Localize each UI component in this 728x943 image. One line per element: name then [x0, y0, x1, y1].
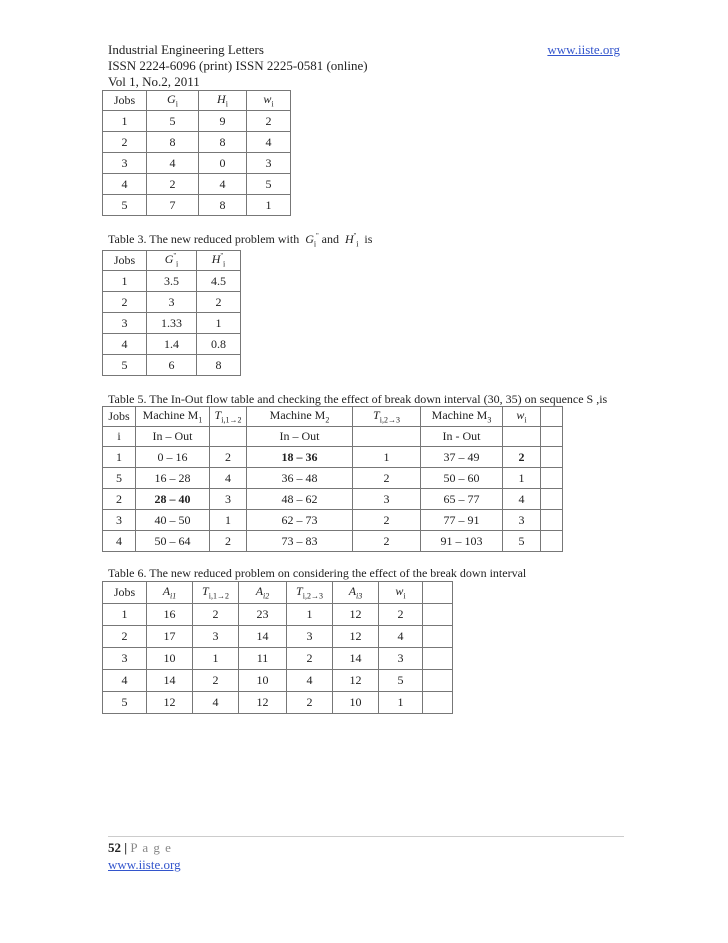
table-cell: 14	[147, 670, 193, 692]
col-header-w: $w_i$	[247, 91, 291, 111]
col-sub-inout-2: In – Out	[247, 427, 353, 447]
table-row	[103, 153, 291, 174]
table-cell: 1	[103, 271, 147, 292]
table-cell: 8	[147, 132, 199, 153]
table-cell: 3	[247, 153, 291, 174]
table-cell: 10	[239, 670, 287, 692]
table-cell: 1	[503, 468, 541, 489]
table-row	[103, 648, 453, 670]
table-cell: 28 – 40	[136, 489, 210, 510]
col-header-jobs: Jobs	[103, 582, 147, 604]
table-cell: 0	[199, 153, 247, 174]
table-cell: 3	[503, 510, 541, 531]
table-row	[103, 626, 453, 648]
table-cell: 1	[103, 447, 136, 468]
col-header-t12: $T_{i,1\to 2}$	[193, 582, 239, 604]
col-sub-i: i	[103, 427, 136, 447]
page-number: 52 | P a g e	[108, 840, 172, 855]
table-cell: 0 – 16	[136, 447, 210, 468]
col-header-a1: $A_{i1}$	[147, 582, 193, 604]
table-cell: 1	[210, 510, 247, 531]
table-row	[103, 111, 291, 132]
table-cell: 2	[197, 292, 241, 313]
table-cell: 3	[193, 626, 239, 648]
table-cell: 50 – 60	[421, 468, 503, 489]
table-cell: 12	[333, 670, 379, 692]
table-cell: 10	[147, 648, 193, 670]
running-header	[108, 42, 368, 90]
table-cell: 12	[333, 604, 379, 626]
table-cell: 2	[103, 626, 147, 648]
col-header-jobs: Jobs	[103, 407, 136, 427]
table-row	[103, 670, 453, 692]
table-cell: 2	[247, 111, 291, 132]
table-row	[103, 334, 241, 355]
col-header-t23: $T_{i,2\to 3}$	[287, 582, 333, 604]
col-header-m1: Machine $M_1$	[136, 407, 210, 427]
table-cell: 2	[287, 692, 333, 714]
table-cell: 5	[247, 174, 291, 195]
table-row	[103, 355, 241, 376]
table-cell: 16 – 28	[136, 468, 210, 489]
table-cell: 3	[147, 292, 197, 313]
table-subheader-row	[103, 427, 563, 447]
col-sub-inout-1: In – Out	[136, 427, 210, 447]
table-cell: 3	[103, 313, 147, 334]
table-6-caption: Table 6. The new reduced problem on considering the effect of the break down interval	[108, 566, 527, 580]
table-cell: 40 – 50	[136, 510, 210, 531]
col-header-spare	[541, 407, 563, 427]
footer-url[interactable]: www.iiste.org	[108, 857, 181, 872]
table-cell: 62 – 73	[247, 510, 353, 531]
col-header-spare	[423, 582, 453, 604]
table-cell: 48 – 62	[247, 489, 353, 510]
table-row	[103, 195, 291, 216]
table-cell: 2	[147, 174, 199, 195]
table-header-row	[103, 582, 453, 604]
table-cell: 16	[147, 604, 193, 626]
table-cell: 5	[379, 670, 423, 692]
col-header-m3: Machine $M_3$	[421, 407, 503, 427]
table-cell: 12	[239, 692, 287, 714]
col-header-w: $w_i$	[503, 407, 541, 427]
table-cell: 37 – 49	[421, 447, 503, 468]
table-cell: 0.8	[197, 334, 241, 355]
issn-line: ISSN 2224-6096 (print) ISSN 2225-0581 (online)	[108, 58, 368, 73]
table-cell: 91 – 103	[421, 531, 503, 552]
table-row	[103, 447, 563, 468]
table-cell: 5	[103, 195, 147, 216]
table-cell: 4	[379, 626, 423, 648]
table-cell: 2	[287, 648, 333, 670]
table-cell: 4	[210, 468, 247, 489]
table-cell: 17	[147, 626, 193, 648]
table-cell: 1	[247, 195, 291, 216]
table-row	[103, 271, 241, 292]
table-cell: 23	[239, 604, 287, 626]
table-cell: 2	[379, 604, 423, 626]
table-3-caption: Table 3. The new reduced problem with $G_i''$ and $H''_i$ is	[108, 232, 373, 249]
table-cell: 36 – 48	[247, 468, 353, 489]
table-cell: 8	[199, 195, 247, 216]
table-cell: 5	[103, 692, 147, 714]
table-cell: 3.5	[147, 271, 197, 292]
table-cell: 2	[210, 531, 247, 552]
table-cell: 12	[333, 626, 379, 648]
col-header-jobs: Jobs	[103, 251, 147, 271]
table-cell: 4.5	[197, 271, 241, 292]
table-6	[102, 581, 453, 714]
table-5-caption: Table 5. The In-Out flow table and checking the effect of break down interval (30, 35) on sequence S ,is	[108, 392, 608, 406]
table-cell: 2	[353, 468, 421, 489]
table-cell: 2	[103, 132, 147, 153]
table-row	[103, 604, 453, 626]
table-1	[102, 90, 291, 216]
table-cell: 4	[199, 174, 247, 195]
journal-title: Industrial Engineering Letters	[108, 42, 264, 57]
table-cell: 5	[147, 111, 199, 132]
table-cell: 8	[199, 132, 247, 153]
table-cell: 3	[210, 489, 247, 510]
table-cell: 2	[353, 510, 421, 531]
table-cell: 1	[379, 692, 423, 714]
col-header-m2: Machine $M_2$	[247, 407, 353, 427]
footer-divider	[108, 836, 624, 837]
table-cell: 1	[287, 604, 333, 626]
table-cell: 4	[503, 489, 541, 510]
table-cell: 11	[239, 648, 287, 670]
table-cell: 4	[103, 531, 136, 552]
table-cell: 4	[287, 670, 333, 692]
table-row	[103, 489, 563, 510]
table-row	[103, 292, 241, 313]
col-header-h: $H_i$	[199, 91, 247, 111]
table-cell: 14	[239, 626, 287, 648]
col-header-a2: $A_{i2}$	[239, 582, 287, 604]
table-cell: 2	[210, 447, 247, 468]
table-cell: 4	[147, 153, 199, 174]
col-sub-inout-3: In - Out	[421, 427, 503, 447]
table-cell: 77 – 91	[421, 510, 503, 531]
table-cell: 12	[147, 692, 193, 714]
table-cell: 50 – 64	[136, 531, 210, 552]
col-header-g: $G_i$	[147, 91, 199, 111]
table-cell: 3	[353, 489, 421, 510]
table-3	[102, 250, 241, 376]
table-cell: 1.4	[147, 334, 197, 355]
table-cell: 2	[193, 604, 239, 626]
table-cell: 1.33	[147, 313, 197, 334]
col-header-jobs: Jobs	[103, 91, 147, 111]
table-cell: 1	[197, 313, 241, 334]
col-header-t23: $T_{i,2\to 3}$	[353, 407, 421, 427]
table-cell: 3	[379, 648, 423, 670]
table-row	[103, 531, 563, 552]
table-cell: 18 – 36	[247, 447, 353, 468]
table-cell: 5	[103, 468, 136, 489]
table-cell: 3	[103, 153, 147, 174]
table-cell: 8	[197, 355, 241, 376]
table-cell: 1	[103, 604, 147, 626]
table-cell: 7	[147, 195, 199, 216]
table-cell: 73 – 83	[247, 531, 353, 552]
table-row	[103, 174, 291, 195]
table-cell: 6	[147, 355, 197, 376]
table-cell: 2	[103, 292, 147, 313]
table-cell: 9	[199, 111, 247, 132]
table-cell: 1	[193, 648, 239, 670]
table-row	[103, 692, 453, 714]
table-cell: 5	[503, 531, 541, 552]
table-cell: 10	[333, 692, 379, 714]
table-row	[103, 510, 563, 531]
table-row	[103, 313, 241, 334]
table-cell: 65 – 77	[421, 489, 503, 510]
table-cell: 2	[503, 447, 541, 468]
table-header-row	[103, 251, 241, 271]
table-cell: 14	[333, 648, 379, 670]
volume-line: Vol 1, No.2, 2011	[108, 74, 200, 89]
table-cell: 4	[103, 670, 147, 692]
table-cell: 4	[103, 174, 147, 195]
table-cell: 5	[103, 355, 147, 376]
table-cell: 4	[247, 132, 291, 153]
col-header-w: $w_i$	[379, 582, 423, 604]
col-header-a3: $A_{i3}$	[333, 582, 379, 604]
table-cell: 4	[193, 692, 239, 714]
table-cell: 1	[103, 111, 147, 132]
col-header-t12: $T_{i,1\to 2}$	[210, 407, 247, 427]
table-header-row	[103, 407, 563, 427]
table-row	[103, 132, 291, 153]
table-row	[103, 468, 563, 489]
table-5	[102, 406, 563, 552]
table-cell: 2	[353, 531, 421, 552]
table-header-row	[103, 91, 291, 111]
header-url[interactable]: www.iiste.org	[547, 42, 620, 57]
col-header-h-double-prime: $H''_i$	[197, 251, 241, 271]
table-cell: 4	[103, 334, 147, 355]
table-cell: 2	[193, 670, 239, 692]
table-cell: 1	[353, 447, 421, 468]
table-cell: 2	[103, 489, 136, 510]
col-header-g-double-prime: $G''_i$	[147, 251, 197, 271]
table-cell: 3	[103, 648, 147, 670]
table-cell: 3	[287, 626, 333, 648]
table-cell: 3	[103, 510, 136, 531]
